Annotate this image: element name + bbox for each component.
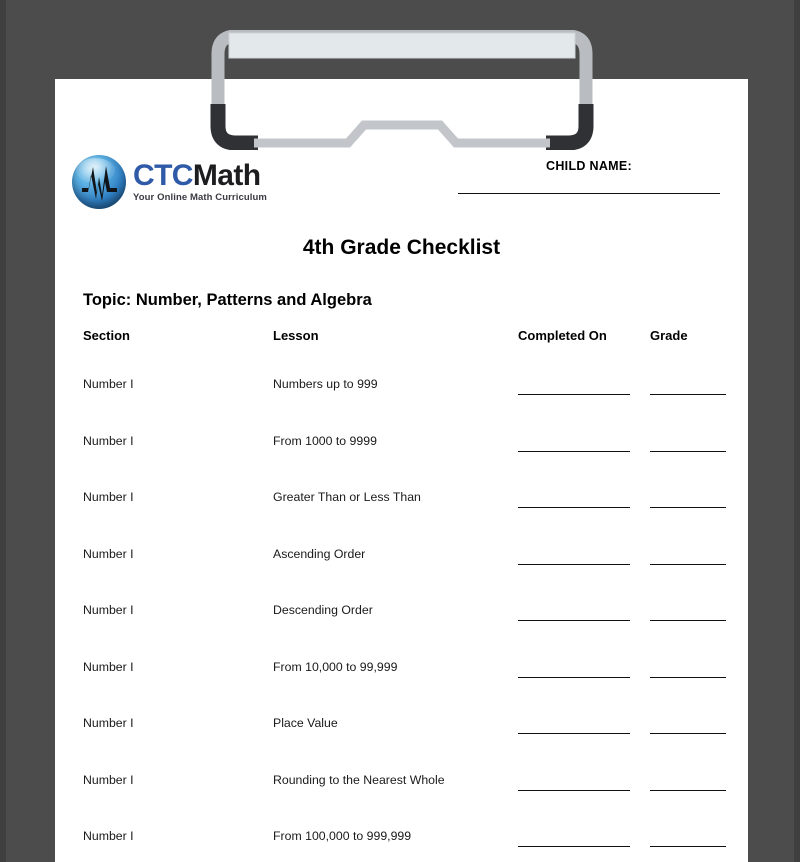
grade-write-line[interactable] [650, 394, 726, 395]
cell-section: Number I [83, 716, 134, 730]
cell-grade [650, 547, 748, 565]
logo-wordmark-math: Math [192, 159, 261, 193]
completed-on-write-line[interactable] [518, 507, 630, 508]
column-header-completed-on: Completed On [518, 328, 607, 343]
cell-completed-on [518, 716, 650, 734]
logo-tagline: Your Online Math Curriculum [133, 192, 267, 204]
page-title: 4th Grade Checklist [302, 236, 501, 259]
grade-write-line[interactable] [650, 451, 726, 452]
logo-wordmark-ctc: CTC [133, 159, 193, 193]
cell-lesson: Descending Order [273, 603, 373, 617]
cell-grade [650, 377, 748, 395]
cell-completed-on [518, 434, 650, 452]
column-header-lesson: Lesson [273, 328, 319, 343]
cell-lesson: Ascending Order [273, 546, 366, 561]
grade-write-line[interactable] [650, 620, 726, 621]
completed-on-write-line[interactable] [518, 620, 630, 621]
child-name-write-line[interactable] [458, 193, 720, 194]
table-row [83, 377, 748, 434]
cell-grade [650, 434, 748, 452]
worksheet-page [55, 79, 748, 862]
cell-section: Number I [83, 546, 134, 561]
cell-section: Number I [83, 433, 134, 448]
background-edge-left [0, 0, 6, 862]
cell-lesson: Numbers up to 999 [273, 377, 378, 391]
cell-grade [650, 716, 748, 734]
completed-on-write-line[interactable] [518, 451, 630, 452]
clipboard-clip [196, 30, 608, 150]
cell-section: Number I [83, 377, 134, 391]
table-row [83, 660, 748, 717]
background-edge-right [794, 0, 800, 862]
table-header-row [83, 328, 748, 377]
cell-completed-on [518, 377, 650, 395]
cell-lesson: Greater Than or Less Than [273, 490, 421, 504]
completed-on-write-line[interactable] [518, 394, 630, 395]
completed-on-write-line[interactable] [518, 677, 630, 678]
cell-completed-on [518, 829, 650, 847]
logo-orb-icon [72, 155, 126, 209]
grade-write-line[interactable] [650, 677, 726, 678]
cell-completed-on [518, 603, 650, 621]
topic-label: Topic: Number, Patterns and Algebra [83, 291, 372, 309]
completed-on-write-line[interactable] [518, 733, 630, 734]
table-row [83, 490, 748, 547]
completed-on-write-line[interactable] [518, 846, 630, 847]
cell-grade [650, 773, 748, 791]
cell-lesson: From 1000 to 9999 [273, 433, 377, 448]
table-row [83, 434, 748, 491]
table-row [83, 716, 748, 773]
child-name-label: CHILD NAME: [546, 159, 632, 173]
checklist-table [83, 328, 748, 862]
completed-on-write-line[interactable] [518, 790, 630, 791]
grade-write-line[interactable] [650, 733, 726, 734]
grade-write-line[interactable] [650, 846, 726, 847]
ctcmath-logo [72, 155, 267, 209]
cell-completed-on [518, 490, 650, 508]
cell-lesson: From 100,000 to 999,999 [273, 829, 412, 843]
cell-lesson: Place Value [273, 716, 338, 730]
child-name-field [458, 159, 720, 194]
cell-grade [650, 660, 748, 678]
logo-wordmark [133, 161, 267, 191]
cell-section: Number I [83, 829, 134, 843]
table-row [83, 829, 748, 862]
column-header-section: Section [83, 328, 130, 343]
table-row [83, 603, 748, 660]
cell-lesson: Rounding to the Nearest Whole [273, 772, 445, 787]
table-row [83, 773, 748, 830]
cell-grade [650, 603, 748, 621]
cell-lesson: From 10,000 to 99,999 [273, 659, 398, 674]
cell-section: Number I [83, 490, 134, 504]
cell-grade [650, 829, 748, 847]
grade-write-line[interactable] [650, 790, 726, 791]
cell-completed-on [518, 773, 650, 791]
cell-completed-on [518, 660, 650, 678]
cell-completed-on [518, 547, 650, 565]
cell-section: Number I [83, 772, 134, 787]
column-header-grade: Grade [650, 328, 688, 343]
cell-section: Number I [83, 659, 134, 674]
grade-write-line[interactable] [650, 507, 726, 508]
cell-grade [650, 490, 748, 508]
table-row [83, 547, 748, 604]
cell-section: Number I [83, 603, 134, 617]
completed-on-write-line[interactable] [518, 564, 630, 565]
grade-write-line[interactable] [650, 564, 726, 565]
